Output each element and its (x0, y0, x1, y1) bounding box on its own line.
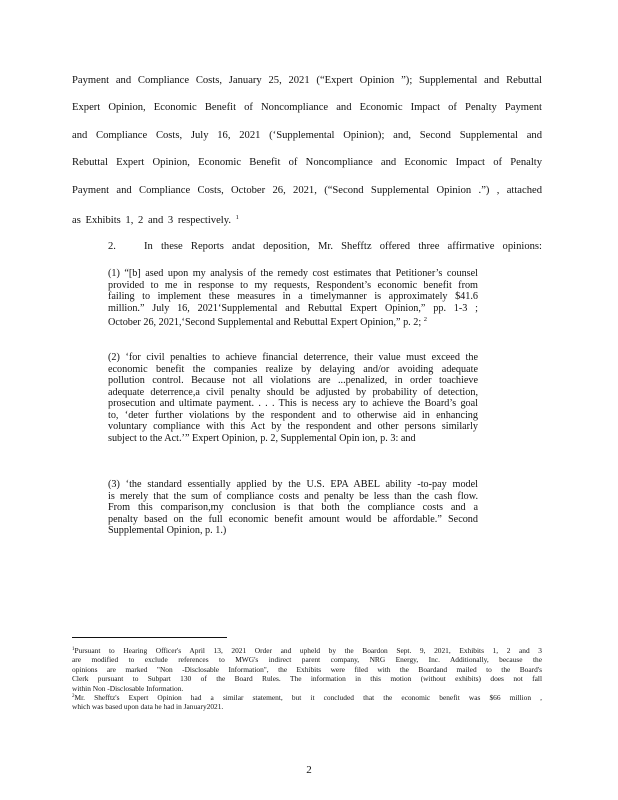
paragraph-number: 2. (108, 241, 116, 252)
body-line: and Compliance Costs, July 16, 2021 (‘Supplemental Opinion); and, Second Supplemental and (72, 130, 542, 141)
footnote-2 (72, 692, 542, 712)
quote-line: pollution control. Because not all violations are ...penalized, in order toachieve (108, 375, 478, 386)
quote-line: October 26, 2021,‘Second Supplemental and Rebuttal Expert Opinion,” p. 2; $^2$ (108, 316, 427, 328)
quote-line: voluntary compliance with this Act by the respondent and other persons similarly (108, 421, 478, 432)
footnote-1 (72, 645, 542, 693)
quote-line: (1) “[b] ased upon my analysis of the remedy cost estimates that Petitioner’s counsel (108, 268, 478, 279)
footnote-line: $^2$Mr. Shefftz's Expert Opinion had a similar statement, but it concluded that the economic benefit was $66 million , (72, 693, 542, 702)
footnote-line: opinions are marked "Non -Disclosable Information", the Exhibits were filed with the Boardand mailed to the Board's (72, 664, 542, 674)
quote-line: adequate deterrence,a civil penalty should be adjusted by probability of detection, (108, 386, 478, 398)
body-line: Rebuttal Expert Opinion, Economic Benefit of Noncompliance and Economic Impact of Penalty (72, 157, 542, 168)
quote-line: provided to me in response to my requests, Respondent’s economic benefit from (108, 279, 478, 291)
footnote-separator (72, 637, 227, 638)
quote-line: prosecution and ultimate payment. . . . This is necess ary to achieve the Board’s goal (108, 398, 478, 409)
footnote-marker: 2 (72, 694, 75, 699)
quote-line: (3) ‘the standard essentially applied by the U.S. EPA ABEL ability -to-pay model (108, 479, 478, 490)
footnote-line: $^1$Pursuant to Hearing Officer's April 13, 2021 Order and upheld by the Boardon Sept. 9, 2021, Exhibits 1, 2 and 3 (72, 646, 542, 655)
body-line: Expert Opinion, Economic Benefit of Noncompliance and Economic Impact of Penalty Payment (72, 102, 542, 113)
quote-line: penalty based on the full economic benefit amount would be affordable.” Second (108, 513, 478, 525)
body-line: Payment and Compliance Costs, January 25, 2021 (“Expert Opinion ”); Supplemental and Rebuttal (72, 75, 542, 86)
quote-line: is merely that the sum of compliance costs and penalty be less than the cash flow. (108, 490, 478, 502)
opinion-quote-2 (108, 352, 478, 444)
paragraph-text: In these Reports andat deposition, Mr. Shefftz offered three affirmative opinions: (144, 241, 542, 252)
quote-line: subject to the Act.’” Expert Opinion, p. 2, Supplemental Opin ion, p. 3: and (108, 432, 416, 444)
quote-line: to, ‘deter further violations by the respondent and to otherwise aid in enhancing (108, 409, 478, 421)
footnote-line: Clerk pursuant to Subpart 130 of the Board Rules. The information in this motion (without exhibits) does not fall (72, 674, 542, 684)
footnote-line: within Non -Disclosable Information. (72, 683, 184, 693)
quote-line: failing to implement these measures in a timelymanner is approximately $41.6 (108, 291, 478, 302)
body-line: as Exhibits 1, 2 and 3 respectively. $^1$ (72, 214, 239, 226)
quote-line: million.” July 16, 2021‘Supplemental and Rebuttal Expert Opinion,” pp. 1-3 ; (108, 302, 478, 314)
footnote-ref: 1 (235, 214, 239, 221)
quote-line: Supplemental Opinion, p. 1.) (108, 525, 227, 536)
opinion-quote-3 (108, 479, 478, 537)
footnote-line: are modified to exclude references to MWG's indirect parent company, NRG Energy, Inc. Additionally, because the (72, 655, 542, 665)
footnote-ref: 2 (423, 316, 427, 323)
quote-line: From this comparison,my conclusion is that both the compliance costs and a (108, 502, 478, 513)
page-number: 2 (306, 764, 312, 776)
body-line: Payment and Compliance Costs, October 26, 2021, (“Second Supplemental Opinion .”) , attached (72, 185, 542, 196)
quote-line: economic benefit the companies realize by delaying and/or avoiding adequate (108, 363, 478, 375)
footnote-line: which was based upon data he had in January2021. (72, 702, 224, 712)
opinion-quote-1 (108, 268, 478, 329)
footnote-marker: 1 (72, 647, 75, 652)
quote-line: (2) ‘for civil penalties to achieve financial deterrence, their value must exceed the (108, 352, 478, 363)
